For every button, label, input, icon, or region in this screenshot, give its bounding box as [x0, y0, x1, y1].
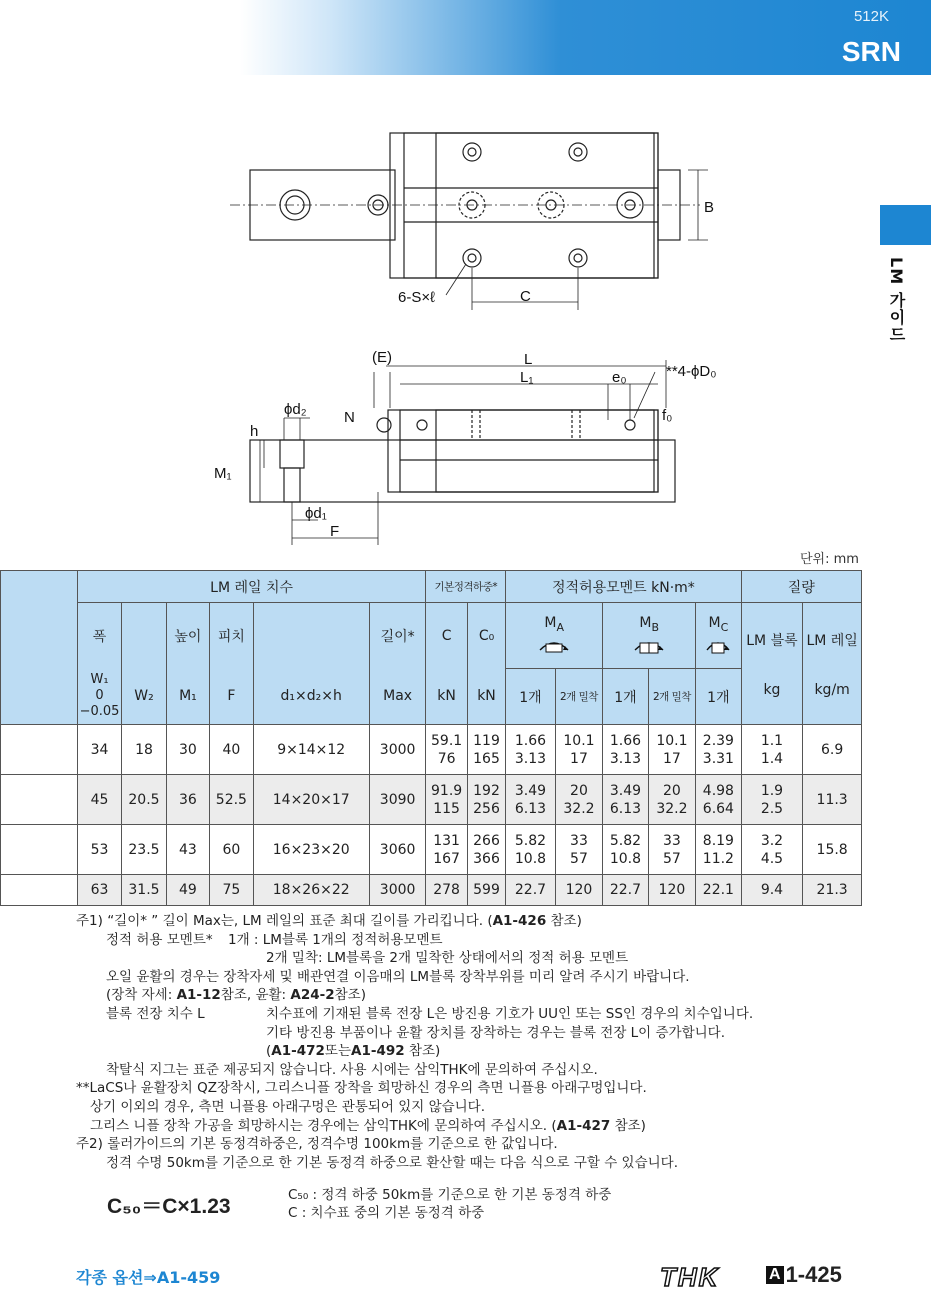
- options-link-label: 각종 옵션⇒: [76, 1268, 157, 1287]
- sym-mb-one: 1개: [603, 669, 648, 725]
- note-row: **LaCS나 윤활장치 QZ장착시, 그리스니플 장착을 희망하신 경우의 측면 니플용 아래구멍입니다.: [76, 1080, 647, 1097]
- note-text: 1개 : LM블록 1개의 정적허용모멘트: [228, 931, 443, 948]
- label-d0: **4-ϕD₀: [666, 363, 717, 380]
- row-lead: [1, 775, 78, 825]
- label-n: N: [344, 409, 355, 426]
- note-row: 정격 수명 50km를 기준으로 한 기본 동정격 하중으로 환산할 때는 다음 식으로 구할 수 있습니다.: [106, 1154, 678, 1171]
- group-rail: LM 레일 치수: [77, 571, 426, 603]
- sym-kn2: kN: [467, 669, 505, 725]
- moment-a-icon: [536, 634, 572, 656]
- cell-ma1: 22.7: [506, 875, 556, 906]
- cell-block: 3.2 4.5: [741, 825, 803, 875]
- col-height: 높이: [166, 603, 209, 669]
- col-ma: [506, 603, 603, 669]
- col-c0: C₀: [467, 603, 505, 669]
- label-l1: L₁: [520, 369, 534, 386]
- cell-mb1: 5.82 10.8: [603, 825, 648, 875]
- ma-sub: A: [556, 620, 565, 634]
- ref-link[interactable]: A1-12: [176, 987, 221, 1004]
- sym-w2: W₂: [122, 669, 166, 725]
- label-d2: ϕd₂: [284, 401, 307, 418]
- row-lead: [1, 825, 78, 875]
- cell-rail: 15.8: [803, 825, 862, 875]
- cell-max: 3060: [369, 825, 426, 875]
- catalog-code: 512K: [853, 8, 889, 25]
- cell-w2: 23.5: [122, 825, 166, 875]
- cell-f: 52.5: [210, 775, 253, 825]
- sym-mb-two: 2개 밀착: [648, 669, 695, 725]
- sym-max: Max: [369, 669, 426, 725]
- cell-f: 75: [210, 875, 253, 906]
- cell-m1: 30: [166, 725, 209, 775]
- cell-mb1: 22.7: [603, 875, 648, 906]
- unit-label: 단위: mm: [800, 552, 859, 567]
- label-e: (E): [372, 349, 392, 366]
- cell-mb1: 3.49 6.13: [603, 775, 648, 825]
- cell-c0: 266 366: [467, 825, 505, 875]
- note-row: 주2) 롤러가이드의 기본 동정격하중은, 정격수명 100km를 기준으로 한 값입니다.: [76, 1136, 558, 1153]
- formula-def-c50: C₅₀ : 정격 하중 50km를 기준으로 한 기본 동정격 하중: [288, 1187, 612, 1203]
- cell-d: 16×23×20: [253, 825, 369, 875]
- cell-ma2: 10.1 17: [555, 725, 602, 775]
- cell-ma1: 5.82 10.8: [506, 825, 556, 875]
- note-text: 또는: [324, 1043, 351, 1060]
- col-d-blank: [253, 603, 369, 669]
- note-text: 참조): [404, 1043, 441, 1060]
- rail-label: LM 레일: [806, 632, 858, 649]
- note-text: 참조): [334, 987, 366, 1004]
- cell-mc: 4.98 6.64: [696, 775, 741, 825]
- cell-ma1: 1.66 3.13: [506, 725, 556, 775]
- block-label: LM 블록: [746, 632, 798, 649]
- side-label: LM 가이드: [887, 257, 906, 343]
- w1-symbol: W₁: [90, 672, 109, 688]
- cell-ma2: 33 57: [555, 825, 602, 875]
- note-row: [76, 1042, 856, 1061]
- cell-c: 59.1 76: [426, 725, 467, 775]
- sym-mc-one: 1개: [696, 669, 741, 725]
- page-letter: A: [766, 1266, 784, 1284]
- cell-c0: 599: [467, 875, 505, 906]
- cell-m1: 43: [166, 825, 209, 875]
- ref-link[interactable]: A1-426: [492, 913, 547, 929]
- label-h: h: [250, 423, 259, 440]
- note-text: 그리스 니플 장착 가공을 희망하시는 경우에는 삼익THK에 문의하여 주십시오. (: [90, 1117, 557, 1134]
- ref-link[interactable]: A1-472: [271, 1043, 325, 1060]
- cell-d: 14×20×17: [253, 775, 369, 825]
- note-text: (장착 자세:: [106, 987, 177, 1004]
- table-row: [1, 725, 862, 775]
- cell-d: 18×26×22: [253, 875, 369, 906]
- note-text: (: [266, 1043, 272, 1060]
- col-pitch: 피치: [210, 603, 253, 669]
- sym-f: F: [210, 669, 253, 725]
- page-number: [766, 1262, 842, 1288]
- page-number-value: 1-425: [785, 1262, 842, 1287]
- cell-w2: 31.5: [122, 875, 166, 906]
- note-row: 2개 밀착: LM블록을 2개 밀착한 상태에서의 정적 허용 모멘트: [266, 950, 629, 967]
- note-row: [76, 1117, 856, 1136]
- thk-logo: THK: [660, 1262, 720, 1292]
- options-link-ref: A1-459: [156, 1268, 221, 1287]
- label-b: B: [704, 199, 715, 216]
- cell-mb1: 1.66 3.13: [603, 725, 648, 775]
- ref-link[interactable]: A1-492: [351, 1043, 405, 1060]
- cell-mc: 2.39 3.31: [696, 725, 741, 775]
- cell-rail: 11.3: [803, 775, 862, 825]
- cell-rail: 6.9: [803, 725, 862, 775]
- mb-label: M: [639, 615, 652, 632]
- cell-w2: 20.5: [122, 775, 166, 825]
- cell-mb2: 120: [648, 875, 695, 906]
- spec-table-body: [1, 725, 862, 906]
- cell-c: 91.9 115: [426, 775, 467, 825]
- note-row: 착탈식 지그는 표준 제공되지 않습니다. 사용 시에는 삼익THK에 문의하여 주십시오.: [106, 1061, 598, 1078]
- technical-drawing: [0, 90, 931, 545]
- note-row: 오일 윤활의 경우는 장착자세 및 배관연결 이음매의 LM블록 장착부위를 미리 알려 주시기 바랍니다.: [106, 968, 690, 985]
- table-row: [1, 875, 862, 906]
- note-text: 참조): [610, 1117, 646, 1134]
- col-c: C: [426, 603, 467, 669]
- label-d1: ϕd₁: [305, 505, 327, 522]
- mb-sub: B: [651, 620, 659, 634]
- col-mb: [603, 603, 696, 669]
- moment-b-icon: [631, 634, 667, 656]
- mc-label: M: [708, 615, 721, 632]
- col-width: 폭: [77, 603, 121, 669]
- label-f: F: [330, 523, 340, 540]
- note-text: 참조): [546, 913, 582, 929]
- cell-c0: 119 165: [467, 725, 505, 775]
- table-row: [1, 775, 862, 825]
- cell-mb2: 33 57: [648, 825, 695, 875]
- label-e0: e₀: [612, 369, 627, 386]
- col-length: 길이*: [369, 603, 426, 669]
- cell-max: 3090: [369, 775, 426, 825]
- cell-rail: 21.3: [803, 875, 862, 906]
- cell-c: 278: [426, 875, 467, 906]
- cell-block: 1.1 1.4: [741, 725, 803, 775]
- table-row: [1, 825, 862, 875]
- cell-f: 60: [210, 825, 253, 875]
- kg-label: kg: [763, 681, 781, 698]
- cell-ma2: 120: [555, 875, 602, 906]
- sym-w1: [77, 669, 121, 725]
- col-w2-blank: [122, 603, 166, 669]
- note-row: [76, 931, 856, 950]
- ref-link[interactable]: A24-2: [290, 987, 335, 1004]
- cell-max: 3000: [369, 875, 426, 906]
- cell-max: 3000: [369, 725, 426, 775]
- label-m1: M₁: [214, 465, 232, 482]
- row-lead: [1, 875, 78, 906]
- cell-w1: 45: [77, 775, 121, 825]
- note-text: 치수표에 기재된 블록 전장 L은 방진용 기호가 UU인 또는 SS인 경우의 치수입니다.: [266, 1005, 754, 1022]
- spec-table: [0, 570, 862, 906]
- label-c: C: [520, 288, 531, 305]
- col-rail: [803, 603, 862, 725]
- cell-c: 131 167: [426, 825, 467, 875]
- cell-mc: 8.19 11.2: [696, 825, 741, 875]
- cell-d: 9×14×12: [253, 725, 369, 775]
- options-link[interactable]: [76, 1265, 220, 1288]
- note-text: 정적 허용 모멘트*: [106, 931, 213, 948]
- group-mass: 질량: [741, 571, 861, 603]
- label-l: L: [524, 351, 533, 368]
- formula-definitions: [288, 1186, 611, 1222]
- note-text: 블록 전장 치수 L: [106, 1005, 205, 1022]
- cell-w2: 18: [122, 725, 166, 775]
- note-row: [76, 1005, 856, 1024]
- sym-ma-two: 2개 밀착: [555, 669, 602, 725]
- w1-tol-lower: −0.05: [79, 704, 120, 720]
- note-text: 참조, 윤활:: [220, 987, 291, 1004]
- ma-label: M: [544, 615, 557, 632]
- cell-w1: 34: [77, 725, 121, 775]
- formula: C₅₀＝C×1.23: [107, 1195, 231, 1218]
- cell-w1: 63: [77, 875, 121, 906]
- cell-c0: 192 256: [467, 775, 505, 825]
- col-block: [741, 603, 803, 725]
- group-load: 기본정격하중*: [426, 571, 506, 603]
- cell-mb2: 20 32.2: [648, 775, 695, 825]
- cell-ma2: 20 32.2: [555, 775, 602, 825]
- sym-ma-one: 1개: [506, 669, 556, 725]
- model-name: SRN: [841, 36, 901, 67]
- cell-m1: 49: [166, 875, 209, 906]
- row-lead: [1, 725, 78, 775]
- footnotes: [76, 912, 856, 1172]
- cell-ma1: 3.49 6.13: [506, 775, 556, 825]
- kgm-label: kg/m: [814, 681, 850, 698]
- row-header-blank: [1, 571, 78, 725]
- mc-sub: C: [720, 620, 729, 634]
- label-s: 6-S×ℓ: [398, 289, 435, 306]
- col-mc: [696, 603, 741, 669]
- cell-w1: 53: [77, 825, 121, 875]
- cell-f: 40: [210, 725, 253, 775]
- w1-tol-upper: 0: [95, 688, 104, 704]
- ref-link[interactable]: A1-427: [556, 1117, 611, 1134]
- cell-mb2: 10.1 17: [648, 725, 695, 775]
- note-text: 주1) “길이* ” 길이 Max는, LM 레일의 표준 최대 길이를 가리킵니다. (: [76, 913, 493, 929]
- header-band: [0, 0, 931, 75]
- formula-def-c: C : 치수표 중의 기본 동정격 하중: [288, 1205, 485, 1221]
- cell-mc: 22.1: [696, 875, 741, 906]
- cell-m1: 36: [166, 775, 209, 825]
- note-row: 상기 이외의 경우, 측면 니플용 아래구멍은 관통되어 있지 않습니다.: [90, 1098, 486, 1115]
- label-f0: f₀: [662, 407, 673, 424]
- sym-d: d₁×d₂×h: [253, 669, 369, 725]
- sym-m1: M₁: [166, 669, 209, 725]
- cell-block: 9.4: [741, 875, 803, 906]
- note-row: [76, 986, 856, 1005]
- note-row: 기타 방진용 부품이나 윤활 장치를 장착하는 경우는 블록 전장 L이 증가합니다.: [266, 1024, 725, 1041]
- group-moment: 정적허용모멘트 kN·m*: [506, 571, 741, 603]
- sym-kn1: kN: [426, 669, 467, 725]
- note-row: [76, 912, 856, 931]
- cell-block: 1.9 2.5: [741, 775, 803, 825]
- moment-c-icon: [704, 634, 732, 656]
